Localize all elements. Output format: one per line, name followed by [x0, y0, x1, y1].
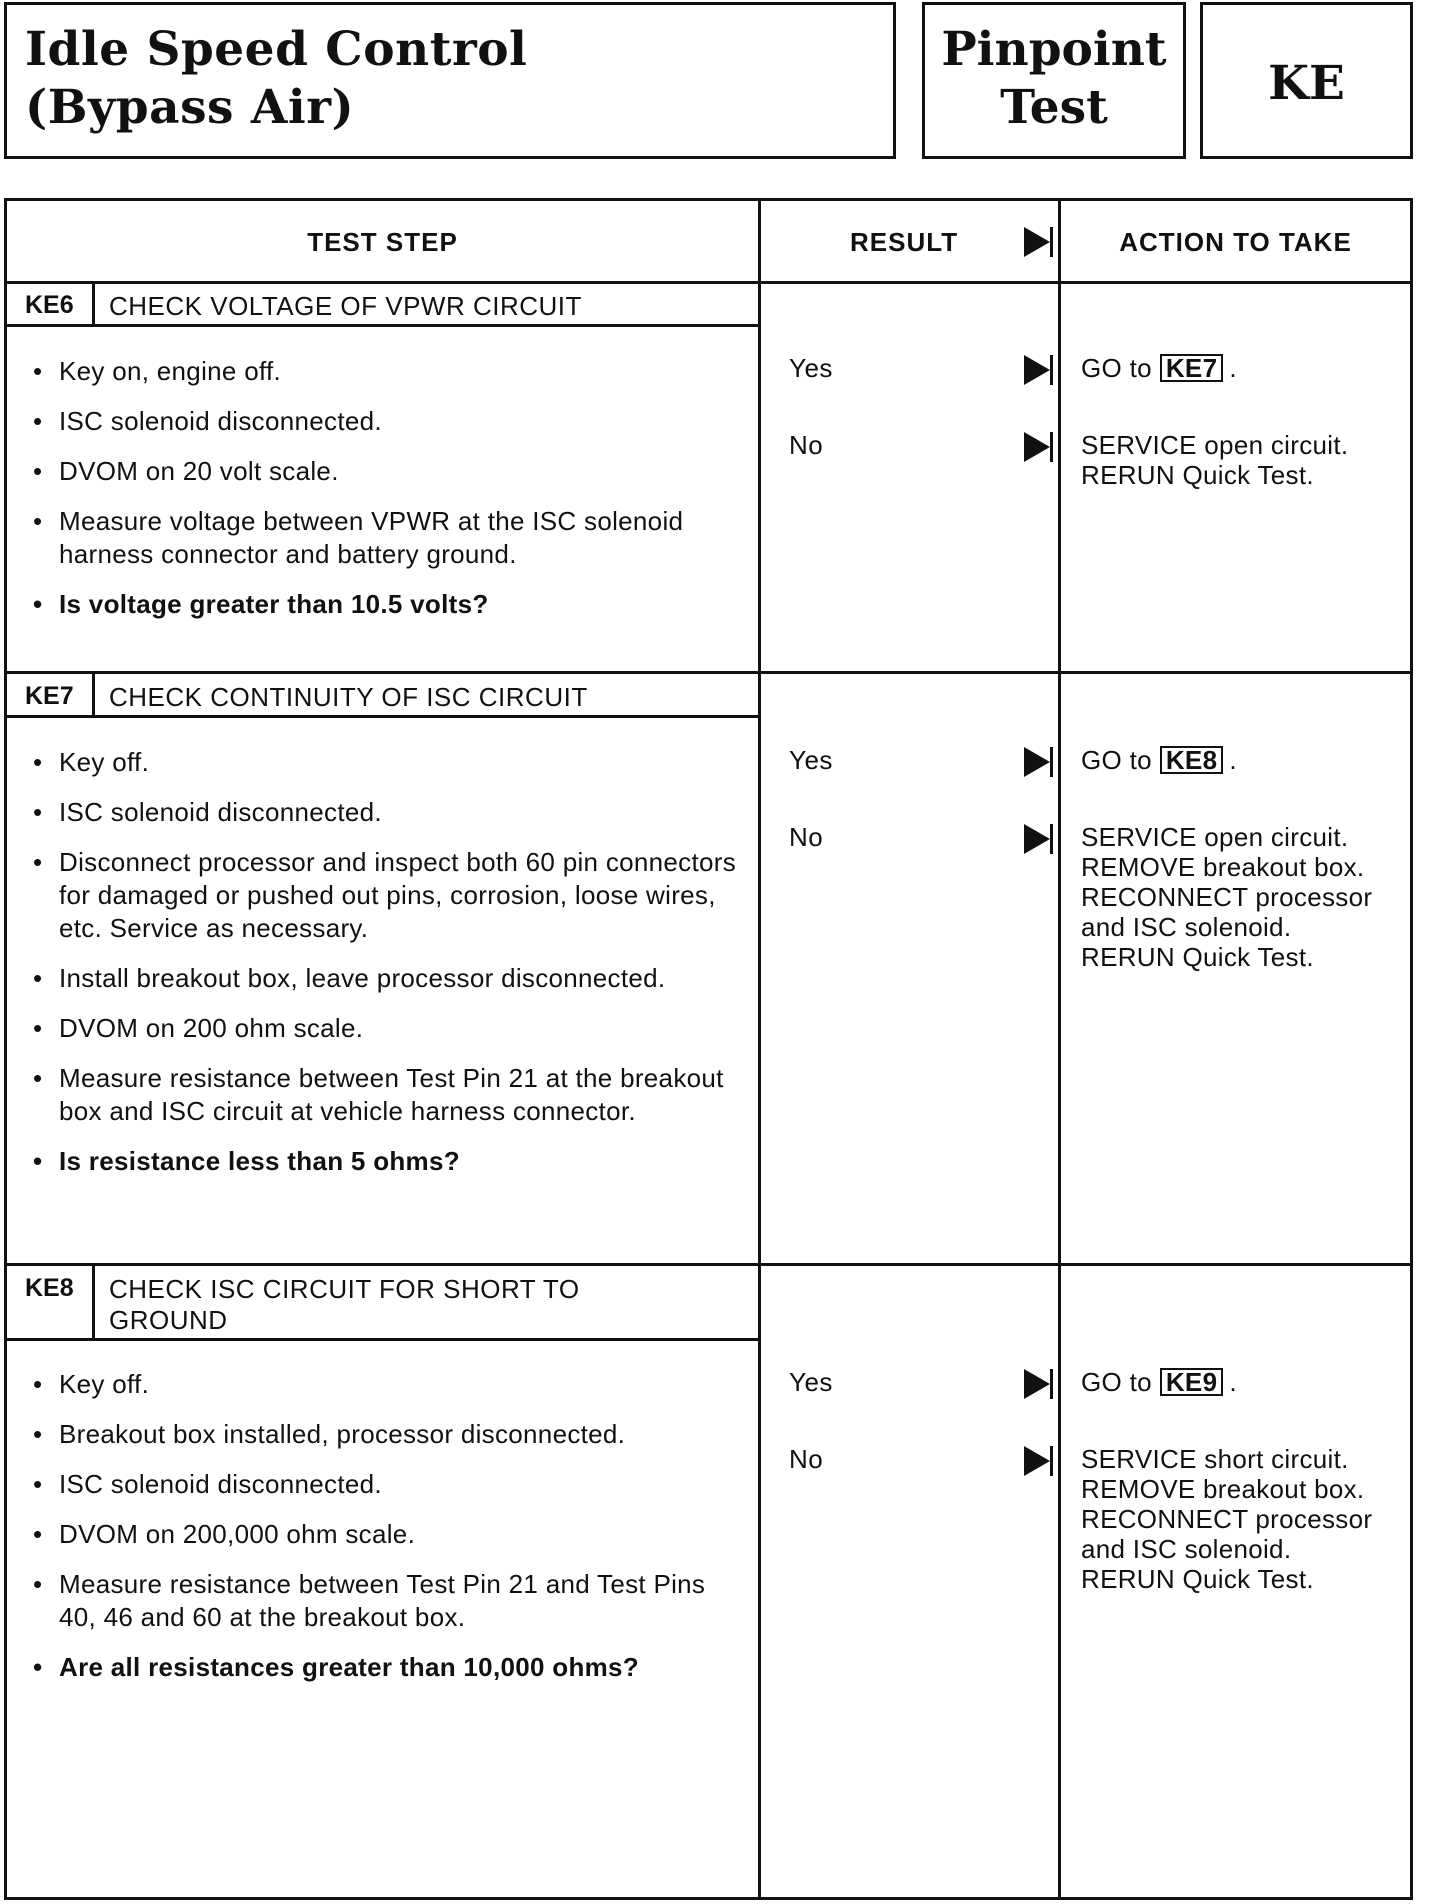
- step-id-separator: [92, 1264, 95, 1339]
- action-yes: GO to KE9 .: [1081, 1367, 1237, 1397]
- result-yes: Yes: [789, 745, 833, 775]
- step-id: KE6: [25, 291, 74, 319]
- test-code: KE: [1268, 56, 1345, 111]
- step-question: • Is voltage greater than 10.5 volts?: [33, 589, 489, 619]
- result-no: No: [789, 430, 824, 460]
- step-instructions: [7, 1368, 747, 1701]
- step-id: KE7: [25, 682, 74, 710]
- step-instructions: [7, 746, 747, 1195]
- pinpoint-test-box: [922, 2, 1186, 159]
- arrow-bar: [1050, 1369, 1053, 1399]
- step-question: • Are all resistances greater than 10,000 ohms?: [33, 1652, 639, 1682]
- arrow-icon: [1024, 432, 1050, 462]
- list-item: • Install breakout box, leave processor disconnected.: [33, 963, 666, 993]
- step-divider: [7, 671, 1410, 674]
- arrow-bar: [1050, 747, 1053, 777]
- result-no: No: [789, 1444, 824, 1474]
- pinpoint-line-2: Test: [1000, 80, 1108, 135]
- step-question: • Is resistance less than 5 ohms?: [33, 1146, 460, 1176]
- arrow-icon: [1024, 1446, 1050, 1476]
- step-title: CHECK CONTINUITY OF ISC CIRCUIT: [109, 682, 588, 712]
- result-yes: Yes: [789, 1367, 833, 1397]
- action-yes: GO to KE8 .: [1081, 745, 1237, 775]
- arrow-bar: [1050, 432, 1053, 462]
- step-id-separator: [92, 672, 95, 716]
- list-item: • DVOM on 200,000 ohm scale.: [33, 1519, 416, 1549]
- step-divider: [7, 1263, 1410, 1266]
- header-arrow-bar: [1050, 227, 1053, 257]
- page-title: [25, 21, 527, 137]
- pinpoint-table: [4, 198, 1413, 1900]
- title-line-2: (Bypass Air): [25, 80, 355, 135]
- col-action: ACTION TO TAKE: [1119, 226, 1352, 257]
- list-item: • Key off.: [33, 1369, 150, 1399]
- test-code-box: [1200, 2, 1413, 159]
- list-item: • Key on, engine off.: [33, 356, 282, 386]
- action-no: SERVICE short circuit. REMOVE breakout box. RECONNECT processor and ISC solenoid. RERUN Quick Test.: [1081, 1444, 1373, 1594]
- pinpoint-test-label: [925, 21, 1183, 137]
- arrow-bar: [1050, 355, 1053, 385]
- arrow-bar: [1050, 1446, 1053, 1476]
- step-title: CHECK ISC CIRCUIT FOR SHORT TO GROUND: [109, 1274, 580, 1335]
- step-id-separator: [92, 281, 95, 325]
- action-yes: GO to KE7 .: [1081, 353, 1237, 383]
- pinpoint-line-1: Pinpoint: [941, 22, 1167, 77]
- divider-action: [1058, 201, 1061, 1897]
- list-item: • Measure voltage between VPWR at the ISC solenoid harness connector and battery ground.: [33, 506, 684, 569]
- step-id: KE8: [25, 1274, 74, 1302]
- list-item: • DVOM on 20 volt scale.: [33, 456, 339, 486]
- list-item: • Measure resistance between Test Pin 21 at the breakout box and ISC circuit at vehicle harness connector.: [33, 1063, 724, 1126]
- col-result: RESULT: [850, 226, 959, 257]
- list-item: • Key off.: [33, 747, 150, 777]
- step-title-rule: [7, 1338, 758, 1341]
- arrow-bar: [1050, 824, 1053, 854]
- title-box: [4, 2, 896, 159]
- step-title-rule: [7, 715, 758, 718]
- list-item: • Measure resistance between Test Pin 21 and Test Pins 40, 46 and 60 at the breakout box.: [33, 1569, 706, 1632]
- list-item: • Breakout box installed, processor disconnected.: [33, 1419, 626, 1449]
- arrow-icon: [1024, 1369, 1050, 1399]
- goto-code: KE7: [1160, 354, 1223, 382]
- list-item: • ISC solenoid disconnected.: [33, 797, 382, 827]
- arrow-icon: [1024, 355, 1050, 385]
- title-line-1: Idle Speed Control: [25, 22, 528, 77]
- header-arrow-icon: [1024, 227, 1050, 257]
- arrow-icon: [1024, 747, 1050, 777]
- list-item: • ISC solenoid disconnected.: [33, 1469, 382, 1499]
- action-no: SERVICE open circuit. RERUN Quick Test.: [1081, 430, 1349, 490]
- step-instructions: [7, 355, 747, 638]
- list-item: • DVOM on 200 ohm scale.: [33, 1013, 364, 1043]
- action-no: SERVICE open circuit. REMOVE breakout box. RECONNECT processor and ISC solenoid. RERUN Quick Test.: [1081, 822, 1373, 972]
- list-item: • Disconnect processor and inspect both 60 pin connectors for damaged or pushed out pins, corrosion, loose wires, etc. Service as necessary.: [33, 847, 736, 943]
- arrow-icon: [1024, 824, 1050, 854]
- col-test-step: TEST STEP: [307, 226, 458, 257]
- step-title: CHECK VOLTAGE OF VPWR CIRCUIT: [109, 291, 582, 321]
- list-item: • ISC solenoid disconnected.: [33, 406, 382, 436]
- step-title-rule: [7, 324, 758, 327]
- goto-code: KE8: [1160, 746, 1223, 774]
- divider-result: [758, 201, 761, 1897]
- goto-code: KE9: [1160, 1368, 1223, 1396]
- result-yes: Yes: [789, 353, 833, 383]
- result-no: No: [789, 822, 824, 852]
